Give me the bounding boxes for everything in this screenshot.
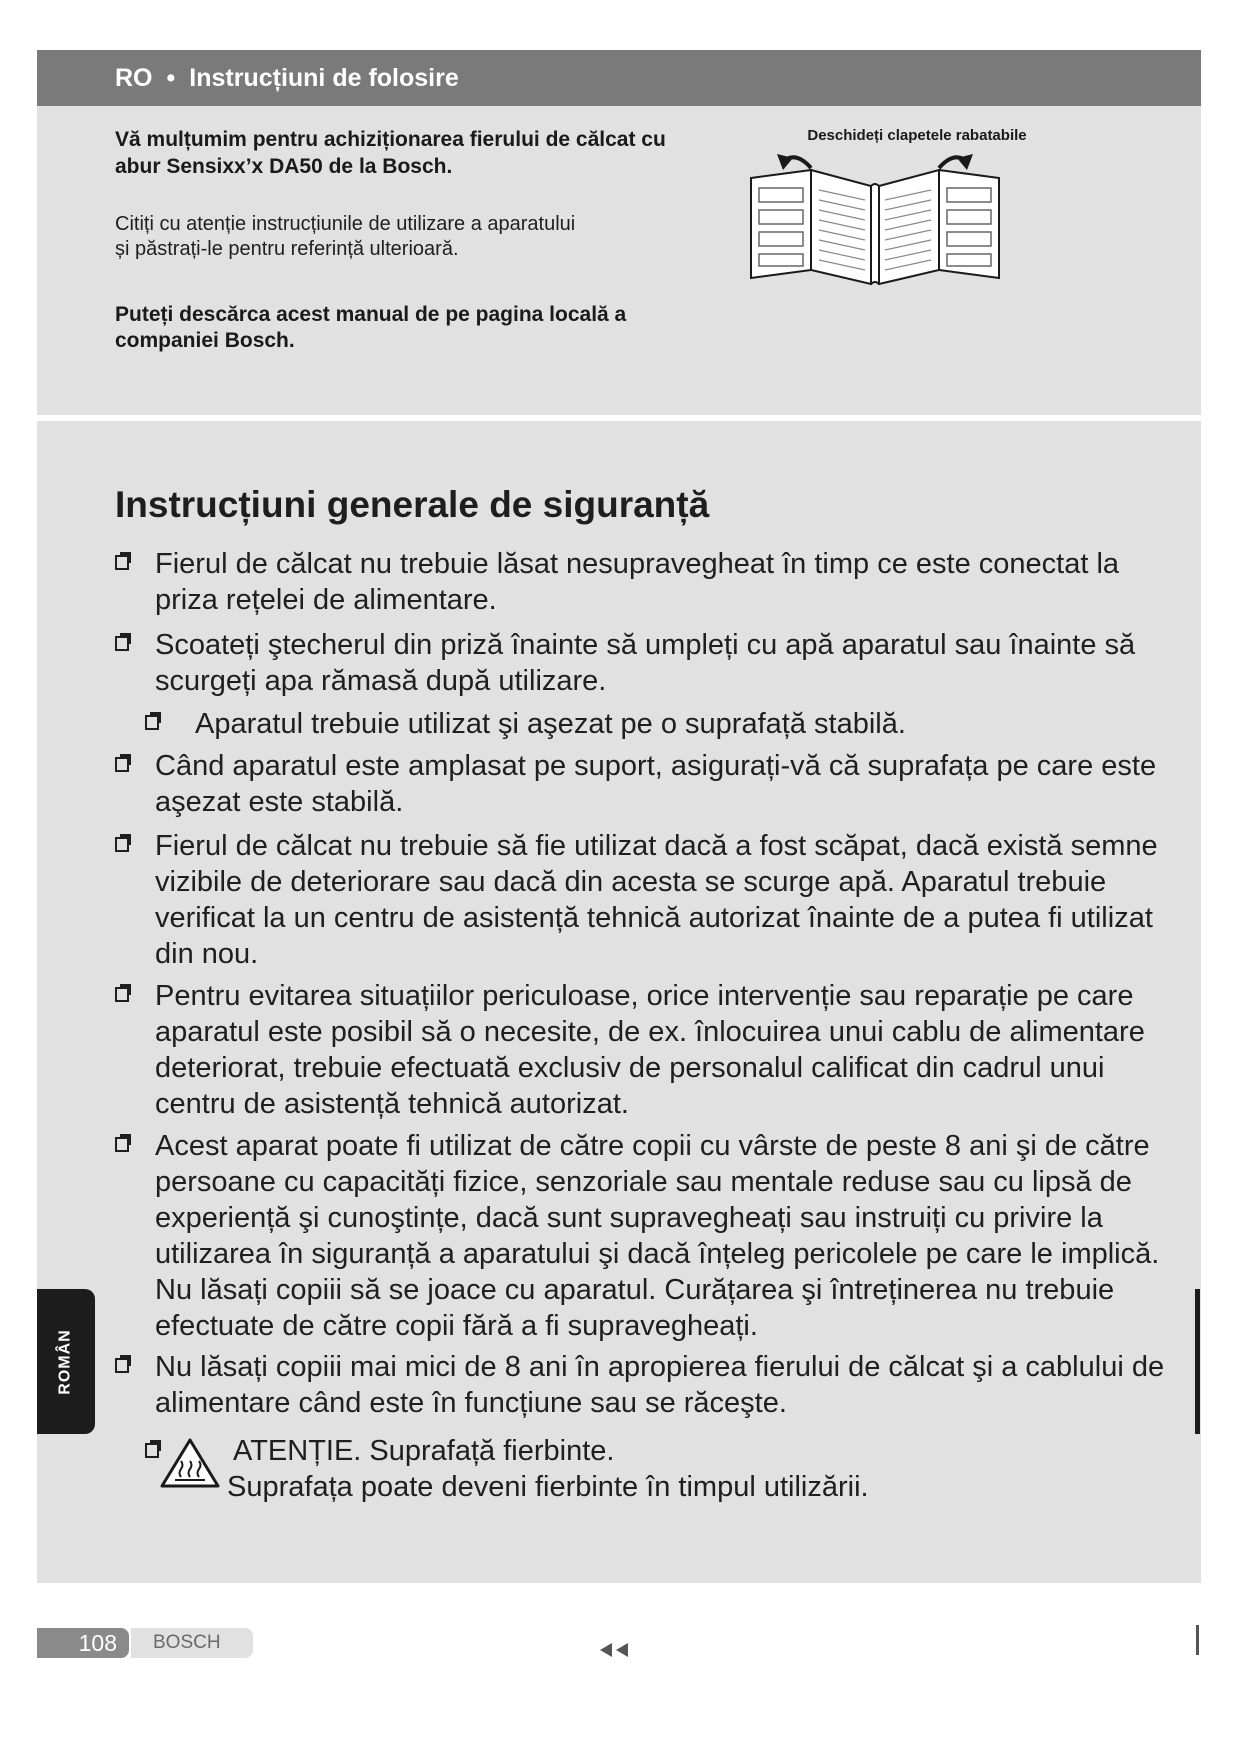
checkbox-icon: [115, 555, 129, 570]
list-item-text: Acest aparat poate fi utilizat de către copii cu vârste de peste 8 ani şi de către persoane cu capacități fizice, senzoriale sau mentale reduse sau cu lipsă de experiență şi cunoştințe, dacă sunt supravegheați sau instruiți cu privire la utilizarea în siguranță a aparatului şi dacă înțeleg pericolele pe care le implică. Nu lăsați copiii să se joace cu aparatul. Curățarea şi întreținerea nu trebuie efectuate de către copii fără a fi supravegheați.: [155, 1130, 1160, 1342]
intro-panel: [37, 106, 1201, 415]
checkbox-icon: [115, 837, 129, 852]
list-item-text: Pentru evitarea situațiilor periculoase, orice intervenție sau reparație pe care aparatul este posibil să o necesite, de ex. înlocuirea unui cablu de alimentare deteriorat, trebuie efectuată exclusiv de personalul calificat din cadrul unui centru de asistență tehnică autorizat.: [155, 980, 1145, 1120]
checkbox-icon: [115, 757, 129, 772]
intro-download-text: Puteți descărca acest manual de pe pagina locală a companiei Bosch.: [115, 303, 627, 352]
brand-label: BOSCH: [131, 1628, 253, 1658]
page-number: 108: [37, 1628, 129, 1658]
list-item: [115, 1349, 1165, 1421]
intro-thanks-text: Vă mulțumim pentru achiziționarea fierului de călcat cu abur Sensixx’x DA50 de la Bosch.: [115, 128, 666, 178]
header-bar: [37, 50, 1201, 106]
checkbox-icon: [115, 1358, 129, 1373]
list-item: [115, 828, 1165, 972]
flap-caption: Deschideți clapetele rabatabile: [807, 127, 1027, 144]
page-title: Instrucțiuni de folosire: [189, 63, 459, 92]
back-arrows-icon[interactable]: [599, 1641, 631, 1659]
intro-read-text: Citiți cu atenție instrucțiunile de utilizare a aparatului și păstrați-le pentru referință ulterioară.: [115, 213, 576, 260]
checkbox-icon: [115, 987, 129, 1002]
list-item: [115, 978, 1165, 1122]
checkbox-icon: [115, 636, 129, 651]
language-side-tab: [37, 1289, 95, 1434]
checkbox-icon: [145, 1443, 159, 1458]
checkbox-icon: [115, 1137, 129, 1152]
list-item: [115, 748, 1165, 820]
warning-title: ATENȚIE. Suprafață fierbinte.: [233, 1435, 615, 1467]
section-title: Instrucțiuni generale de siguranță: [115, 484, 710, 525]
warning-text: Suprafața poate deveni fierbinte în timpul utilizării.: [227, 1471, 869, 1503]
list-item-text: Scoateți ştecherul din priză înainte să umpleți cu apă aparatul sau înainte să scurgeți apa rămasă după utilizare.: [155, 629, 1136, 697]
list-item-text: Aparatul trebuie utilizat şi aşezat pe o suprafață stabilă.: [195, 708, 906, 740]
open-flaps-icon: [749, 150, 1009, 285]
safety-panel: [37, 421, 1201, 1583]
footer: [37, 1628, 257, 1660]
list-item: [115, 546, 1165, 618]
right-edge-marker: [1195, 1289, 1200, 1434]
footer-rule: [1196, 1625, 1199, 1655]
list-item-text: Nu lăsați copiii mai mici de 8 ani în apropierea fierului de călcat şi a cablului de alimentare când este în funcțiune sau se răceşte.: [155, 1351, 1165, 1419]
list-item-text: Fierul de călcat nu trebuie lăsat nesupravegheat în timp ce este conectat la priza rețelei de alimentare.: [155, 548, 1120, 616]
checkbox-icon: [145, 715, 159, 730]
language-code: RO: [115, 63, 153, 92]
list-item: [115, 627, 1165, 699]
list-item: [145, 706, 1195, 742]
side-tab-label: ROMÂN: [57, 1328, 74, 1395]
list-item: [115, 1128, 1165, 1344]
header-separator: •: [166, 63, 176, 92]
list-item-text: Fierul de călcat nu trebuie să fie utilizat dacă a fost scăpat, dacă există semne vizibile de deteriorare sau dacă din acesta se scurge apă. Aparatul trebuie verificat la un centru de asistență tehnică autorizat înainte de a putea fi utilizat din nou.: [155, 830, 1158, 970]
hot-surface-warning-icon: [159, 1437, 221, 1489]
list-item-text: Când aparatul este amplasat pe suport, asigurați-vă că suprafața pe care este aşezat este stabilă.: [155, 750, 1157, 818]
